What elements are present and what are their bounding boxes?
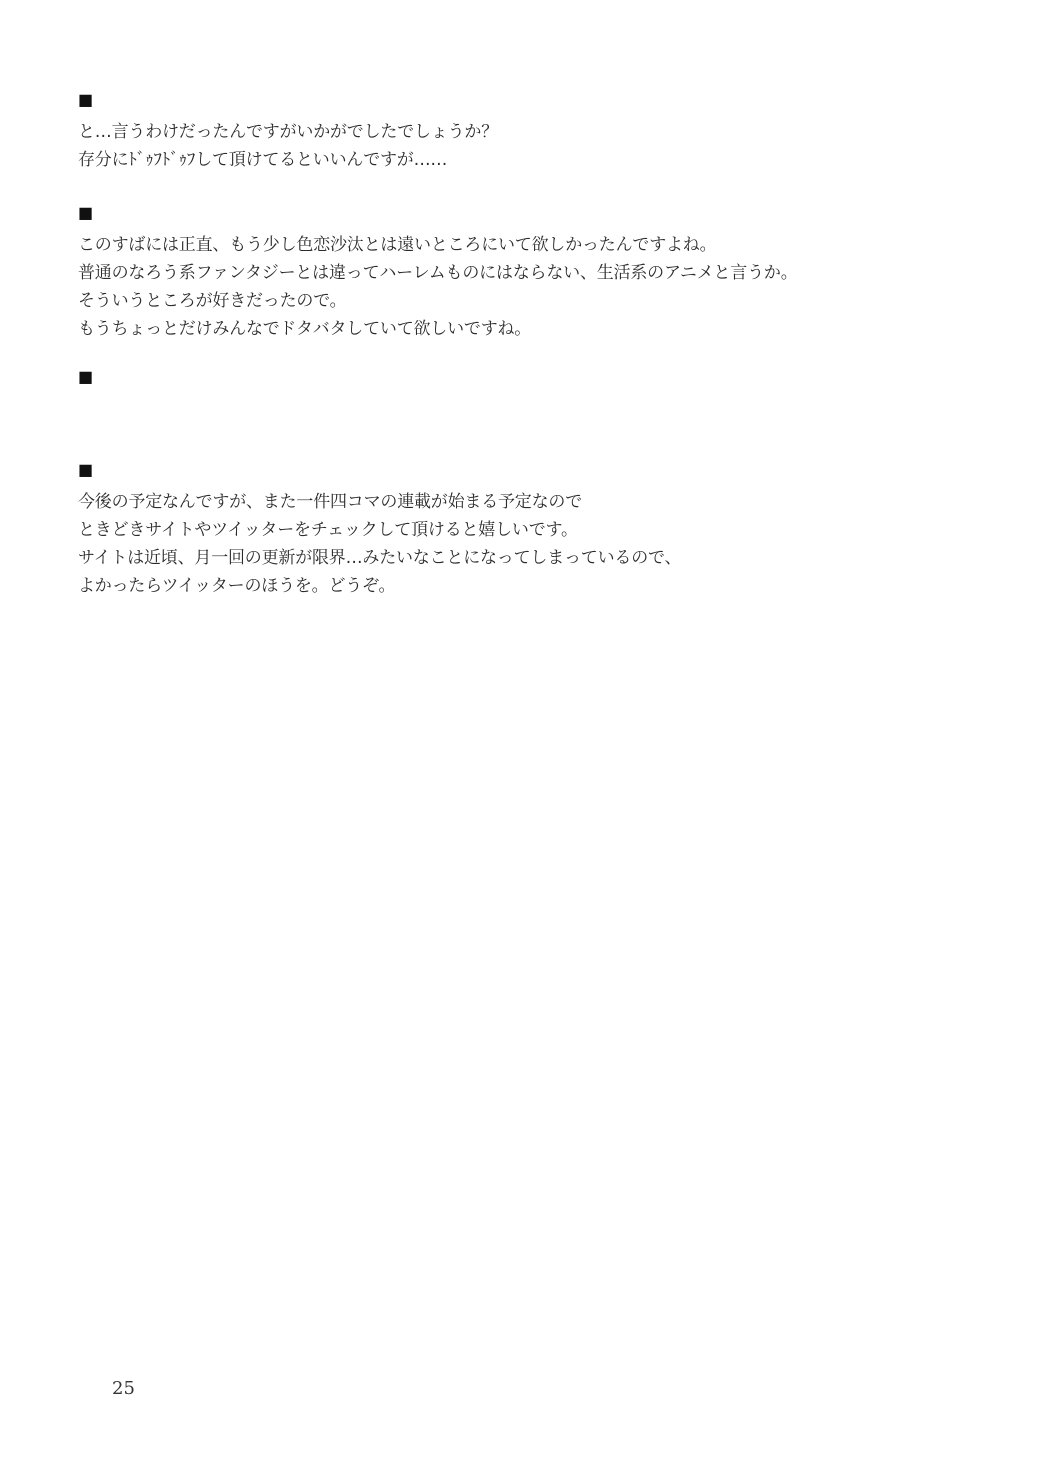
section-text-line: もうちょっとだけみんなでドタバタしていて欲しいですね。 — [78, 319, 532, 339]
section-marker-icon: ■ — [78, 367, 94, 386]
section-text-line: このすばには正直、もう少し色恋沙汰とは遠いところにいて欲しかったんですよね。 — [78, 235, 717, 255]
section-text-line: 普通のなろう系ファンタジーとは違ってハーレムものにはならない、生活系のアニメと言うか。 — [78, 263, 798, 283]
afterword-section-3 — [78, 367, 94, 395]
page-number: 25 — [112, 1378, 135, 1399]
afterword-section-1 — [78, 90, 498, 174]
section-text-line: 存分にﾄﾞｩﾌﾄﾞｩﾌして頂けてるといいんですが…… — [78, 150, 448, 170]
section-text-line: よかったらツイッターのほうを。どうぞ。 — [78, 576, 396, 596]
section-text-line: ときどきサイトやツイッターをチェックして頂けると嬉しいです。 — [78, 520, 578, 540]
section-marker-icon: ■ — [78, 203, 94, 222]
section-marker-icon: ■ — [78, 460, 94, 479]
section-text-line: 今後の予定なんですが、また一件四コマの連載が始まる予定なので — [78, 492, 582, 512]
section-text-line: そういうところが好きだったので。 — [78, 291, 347, 311]
section-marker-icon: ■ — [78, 90, 94, 109]
afterword-section-2 — [78, 203, 798, 343]
section-text-line: と…言うわけだったんですがいかがでしたでしょうか？ — [78, 122, 498, 142]
section-text-line: サイトは近頃、月一回の更新が限界…みたいなことになってしまっているので、 — [78, 548, 682, 568]
afterword-section-4 — [78, 460, 682, 600]
